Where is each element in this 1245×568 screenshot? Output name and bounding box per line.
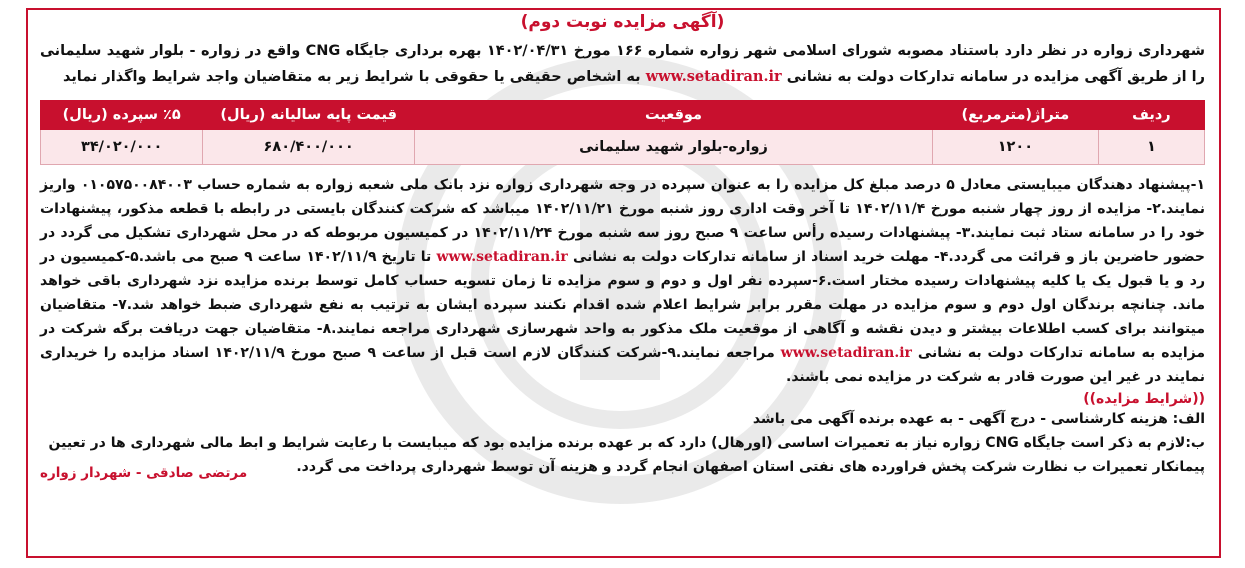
intro-paragraph xyxy=(40,38,1205,90)
cell-base-price: ۶۸۰/۴۰۰/۰۰۰ xyxy=(203,130,415,165)
cell-area: ۱۲۰۰ xyxy=(933,130,1099,165)
setadiran-link-3[interactable]: www.setadiran.ir xyxy=(780,345,912,361)
intro-text-2: به اشخاص حقیقی یا حقوقی با شرایط زیر به متقاضیان واجد شرایط واگذار نماید xyxy=(62,69,641,85)
auction-items-table xyxy=(40,100,1205,165)
header-area: متراژ(مترمربع) xyxy=(933,101,1099,130)
signature: مرتضی صادقی - شهردار زواره xyxy=(40,465,248,481)
setadiran-link-1[interactable]: www.setadiran.ir xyxy=(645,68,782,85)
cell-deposit: ۳۴/۰۲۰/۰۰۰ xyxy=(41,130,203,165)
table-row xyxy=(41,130,1205,165)
terms-text-3: مراجعه نمایند.۹-شرکت کنندگان لازم است قبل از ساعت ۹ صبح مورخ ۱۴۰۲/۱۱/۹ اسناد مزایده را خریداری نمایند در غیر این صورت قادر به شرکت در مزایده نمی باشند. xyxy=(40,345,1205,385)
condition-a: الف: هزینه کارشناسی - درج آگهی - به عهده برنده آگهی می باشد xyxy=(752,411,1205,427)
cell-location: زواره-بلوار شهید سلیمانی xyxy=(414,130,932,165)
terms-text-2: تا تاریخ ۱۴۰۲/۱۱/۹ ساعت ۹ صبح می باشد.۵-کمیسیون در رد و یا قبول یک یا کلیه پیشنهادات رسیده مختار است.۶-سپرده نفر اول و دوم و سوم مزایده تا زمان تسویه حساب کامل توسط برنده مزایده نزد شهرداری باقی خواهد ماند. چنانچه برندگان اول دوم و سوم مزایده در مهلت مقرر برابر شرایط اعلام شده اقدام نکنند سپرده ایشان به ترتیب به نفع شهرداری ضبط خواهد شد.۷- متقاضیان میتوانند برای کسب اطلاعات بیشتر و دیدن نقشه و آگاهی از موقعیت ملک مذکور به واحد شهرسازی شهرداری مراجعه نمایند.۸- متقاضیان جهت دریافت برگه شرکت در مزایده به سامانه تدارکات دولت به نشانی xyxy=(40,249,1206,361)
header-row-number: ردیف xyxy=(1098,101,1204,130)
notice-title: (آگهی مزایده نوبت دوم) xyxy=(520,12,725,32)
condition-b: ب:لازم به ذکر است جایگاه CNG زواره نیاز به تعمیرات اساسی (اورهال) دارد که بر عهده برنده مزایده بود که میبایست با رعایت شرایط و ابط مالی شهرداری ها در تعیین پیمانکار تعمیرات ب نظارت شرکت پخش فراورده های نفتی استان اصفهان انجام گردد و هزینه آن توسط شهرداری پرداخت می گردد. xyxy=(48,435,1205,475)
intro-text-1: شهرداری زواره در نظر دارد باستناد مصوبه شورای اسلامی شهر زواره شماره ۱۶۶ مورخ ۱۴۰۲/۰۴/۳۱ بهره برداری جایگاه CNG واقع در زواره - بلوار شهید سلیمانی را از طریق آگهی مزایده در سامانه تدارکات دولت به نشانی xyxy=(40,43,1205,85)
cell-row-number: ۱ xyxy=(1098,130,1204,165)
table-header-row xyxy=(41,101,1205,130)
notice-content xyxy=(40,10,1205,479)
header-deposit: ٪۵ سپرده (ریال) xyxy=(41,101,203,130)
header-location: موقعیت xyxy=(414,101,932,130)
terms-text-1: ۱-پیشنهاد دهندگان میبایستی معادل ۵ درصد مبلغ کل مزایده را به عنوان سپرده در وجه شهرداری زواره نزد بانک ملی شعبه زواره به شماره حساب ۰۱۰۵۷۵۰۰۸۴۰۰۳ واریز نمایند.۲- مزایده از روز چهار شنبه مورخ ۱۴۰۲/۱۱/۴ تا آخر وقت اداری روز شنبه مورخ ۱۴۰۲/۱۱/۲۱ میباشد که شرکت کنندگان بایستی در رابطه با قطعه مذکور، پیشنهادات خود را در سامانه ستاد ثبت نمایند.۳- پیشنهادات رسیده رأس ساعت ۹ صبح روز سه شنبه مورخ ۱۴۰۲/۱۱/۲۴ در کمیسیون مربوطه که در محل شهرداری تشکیل می گردد در حضور حاضرین باز و قرائت می گردد.۴- مهلت خرید اسناد از سامانه تدارکات دولت به نشانی xyxy=(40,177,1206,265)
setadiran-link-2[interactable]: www.setadiran.ir xyxy=(436,249,568,265)
conditions-heading: ((شرایط مزایده)) xyxy=(1083,391,1205,407)
header-base-price: قیمت پایه سالیانه (ریال) xyxy=(203,101,415,130)
terms-paragraph xyxy=(40,173,1205,389)
